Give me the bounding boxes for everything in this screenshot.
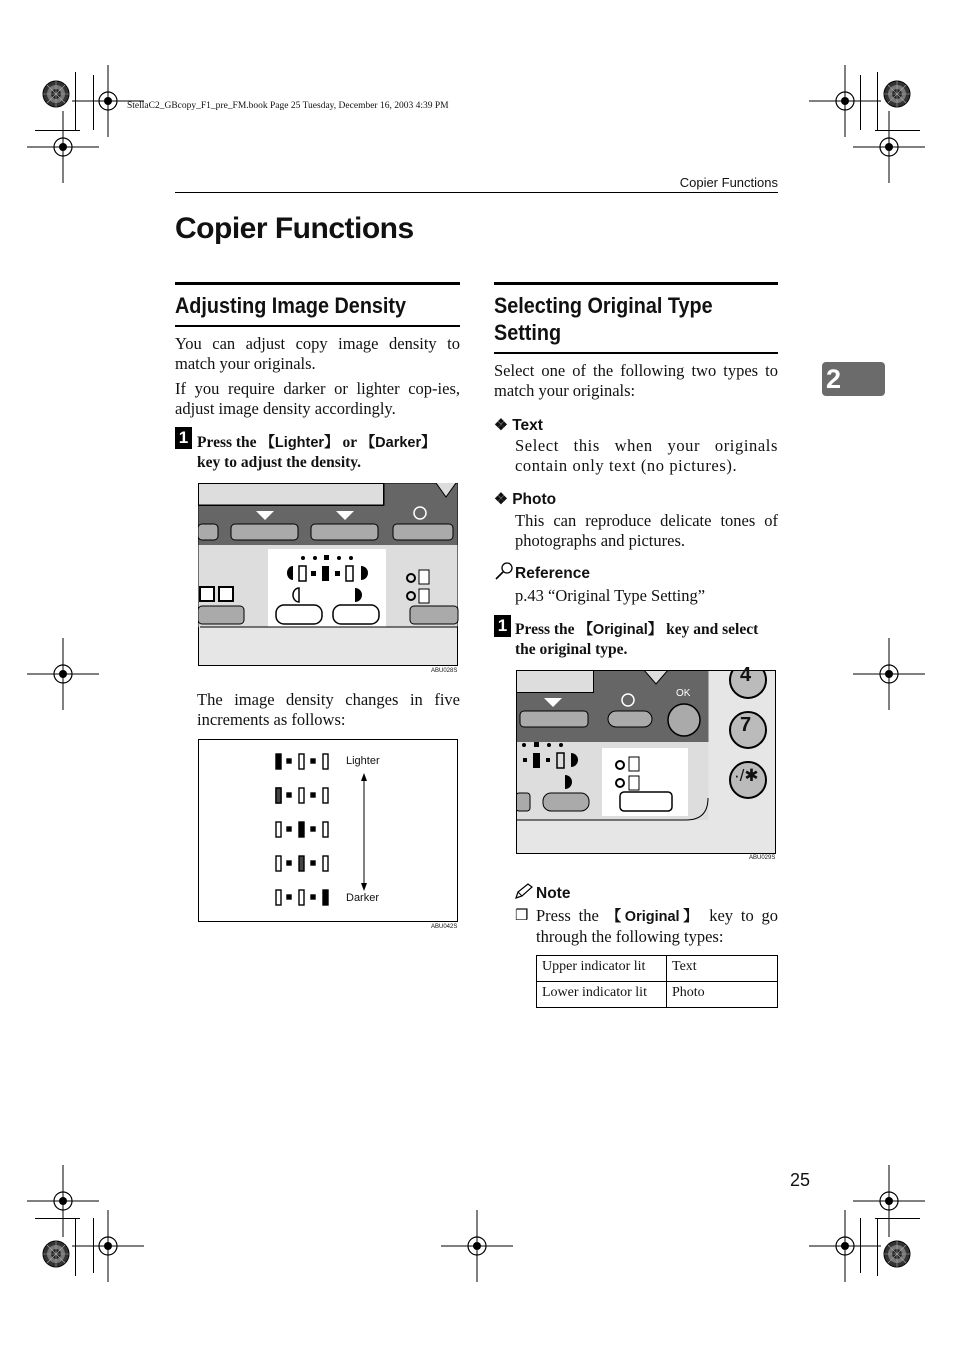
table-cell: Lower indicator lit bbox=[537, 982, 667, 1008]
section-rule-bottom bbox=[494, 352, 778, 354]
lighter-key-label: 【Lighter】 bbox=[260, 435, 339, 451]
item-desc: This can reproduce delicate tones of photographs and pictures. bbox=[515, 511, 778, 550]
page-title: Copier Functions bbox=[175, 212, 414, 245]
section-heading-density: Adjusting Image Density bbox=[175, 293, 407, 318]
table-cell: Photo bbox=[667, 982, 778, 1008]
diamond-bullet-icon: ❖ bbox=[494, 491, 508, 508]
page-number: 25 bbox=[790, 1170, 811, 1190]
table-row bbox=[537, 982, 778, 1008]
original-key-label: 【Original】 bbox=[606, 909, 702, 925]
header-rule bbox=[175, 192, 778, 193]
file-info: StellaC2_GBcopy_F1_pre_FM.book Page 25 Tuesday, December 16, 2003 4:39 PM bbox=[127, 101, 449, 111]
paragraph: If you require darker or lighter cop-ies, adjust image density accordingly. bbox=[175, 379, 460, 418]
section-rule-top bbox=[494, 282, 778, 285]
table-cell: Text bbox=[667, 956, 778, 982]
item-heading-photo: ❖ Photo bbox=[494, 491, 557, 508]
checkbox-bullet-icon: ❒ bbox=[515, 908, 529, 924]
lighter-label: Lighter bbox=[346, 755, 380, 767]
section-rule-bottom bbox=[175, 325, 460, 327]
step-number: 1 bbox=[175, 427, 192, 449]
paragraph: The image density changes in five increments as follows: bbox=[197, 690, 460, 729]
magnifier-icon bbox=[494, 561, 514, 581]
key-4-label: 4 bbox=[740, 664, 752, 686]
item-desc: Select this when your originals contain only text (no pictures). bbox=[515, 436, 778, 475]
running-header: Copier Functions bbox=[679, 175, 778, 190]
paragraph: Select one of the following two types to match your originals: bbox=[494, 361, 778, 400]
pencil-note-icon bbox=[514, 882, 534, 900]
section-heading-original-type: Selecting Original Type Setting bbox=[494, 293, 713, 345]
ok-label: OK bbox=[676, 688, 691, 699]
paragraph: You can adjust copy image density to match your originals. bbox=[175, 334, 460, 373]
density-panel-figure bbox=[198, 483, 460, 667]
original-key-label: 【Original】 bbox=[578, 622, 663, 638]
step-instruction: Press the 【Lighter】 or 【Darker】 key to adjust the density. bbox=[197, 434, 436, 471]
chapter-tab: 2 bbox=[822, 362, 885, 396]
density-increments-graphic bbox=[198, 739, 458, 922]
original-type-panel-figure bbox=[516, 670, 778, 855]
darker-label: Darker bbox=[346, 892, 380, 904]
note-text: Press the 【Original】 key to go through the following types: bbox=[536, 906, 778, 946]
figure-code: ABU042S bbox=[431, 924, 458, 930]
step-number: 1 bbox=[494, 615, 511, 637]
figure-code: ABU029S bbox=[749, 855, 776, 861]
indicator-table bbox=[536, 955, 778, 1008]
darker-key-label: 【Darker】 bbox=[360, 435, 436, 451]
item-heading-text: ❖ Text bbox=[494, 417, 543, 434]
diamond-bullet-icon: ❖ bbox=[494, 417, 508, 434]
key-star-label: ·/✱ bbox=[734, 766, 759, 785]
reference-text: p.43 “Original Type Setting” bbox=[515, 586, 706, 605]
table-row bbox=[537, 956, 778, 982]
note-title: Note bbox=[536, 885, 571, 902]
key-7-label: 7 bbox=[740, 714, 752, 736]
table-cell: Upper indicator lit bbox=[537, 956, 667, 982]
figure-code: ABU028S bbox=[431, 668, 458, 674]
section-rule-top bbox=[175, 282, 460, 285]
reference-title: Reference bbox=[515, 565, 590, 582]
step-instruction: Press the 【Original】 key and select the original type. bbox=[515, 621, 759, 658]
